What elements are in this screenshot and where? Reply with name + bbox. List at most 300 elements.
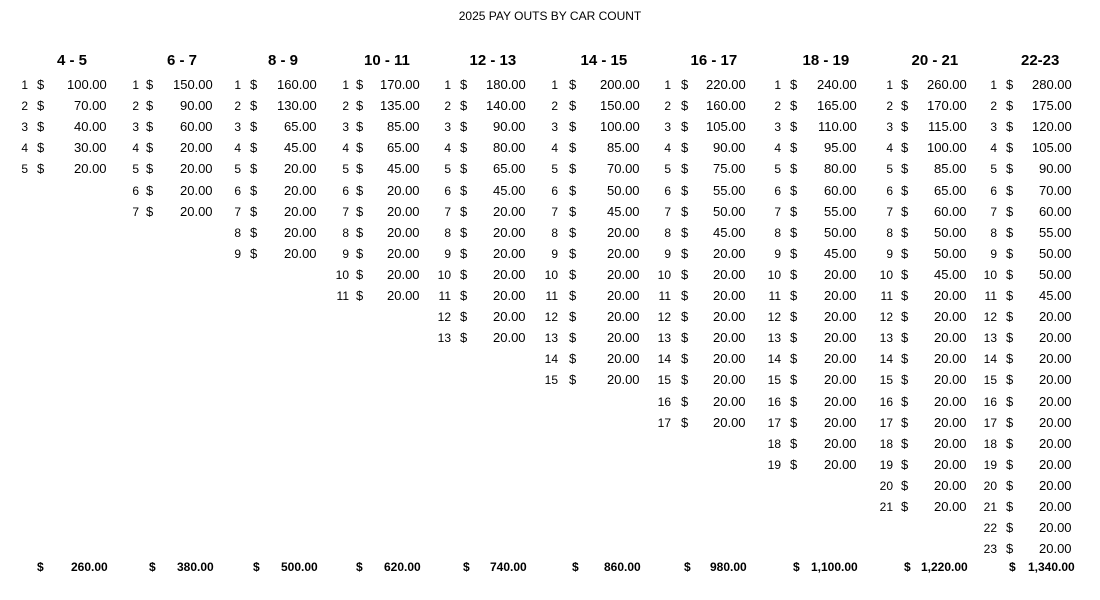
currency-symbol: $ xyxy=(901,499,909,514)
currency-symbol: $ xyxy=(569,266,577,282)
place-number: 15 xyxy=(983,373,997,388)
payout-amount: 175.00 xyxy=(1032,98,1072,114)
payout-amount: 100.00 xyxy=(927,140,967,156)
currency-symbol: $ xyxy=(790,119,798,135)
place-number: 11 xyxy=(658,289,671,303)
place-number: 9 xyxy=(886,246,893,261)
payout-amount: 20.00 xyxy=(1039,372,1072,388)
place-number: 7 xyxy=(444,204,451,219)
payout-amount: 65.00 xyxy=(284,119,317,135)
place-number: 8 xyxy=(551,225,558,240)
payout-amount: 20.00 xyxy=(1039,477,1072,493)
currency-symbol: $ xyxy=(901,330,909,346)
payout-amount: 45.00 xyxy=(713,224,746,240)
payout-amount: 130.00 xyxy=(277,98,317,114)
place-number: 4 xyxy=(21,141,28,156)
payout-amount: 20.00 xyxy=(493,224,526,240)
payout-amount: 20.00 xyxy=(493,266,526,282)
currency-symbol: $ xyxy=(901,414,909,430)
place-number: 3 xyxy=(990,120,997,135)
payout-amount: 170.00 xyxy=(380,77,420,92)
currency-symbol: $ xyxy=(460,161,468,177)
currency-symbol: $ xyxy=(790,351,798,367)
currency-symbol: $ xyxy=(460,203,468,219)
place-number: 3 xyxy=(886,120,893,135)
currency-symbol: $ xyxy=(681,309,689,325)
payout-amount: 20.00 xyxy=(713,245,746,261)
currency-symbol: $ xyxy=(681,140,689,156)
currency-symbol: $ xyxy=(356,77,364,92)
place-number: 4 xyxy=(990,141,997,156)
place-number: 5 xyxy=(132,162,139,177)
place-number: 8 xyxy=(774,225,781,240)
column-header: 22-23 xyxy=(1021,52,1060,69)
place-number: 18 xyxy=(983,436,997,451)
place-number: 3 xyxy=(234,120,241,135)
payout-amount: 45.00 xyxy=(493,182,526,198)
currency-symbol: $ xyxy=(681,414,689,430)
currency-symbol: $ xyxy=(460,330,468,346)
currency-symbol: $ xyxy=(569,224,577,240)
payout-amount: 45.00 xyxy=(1039,288,1072,303)
place-number: 5 xyxy=(886,162,893,177)
payout-amount: 30.00 xyxy=(74,140,107,156)
place-number: 3 xyxy=(342,120,349,135)
payout-amount: 20.00 xyxy=(607,309,640,325)
place-number: 11 xyxy=(438,289,451,303)
place-number: 2 xyxy=(886,99,893,114)
currency-symbol: $ xyxy=(904,560,911,574)
payout-amount: 20.00 xyxy=(713,309,746,325)
place-number: 11 xyxy=(768,289,781,303)
currency-symbol: $ xyxy=(1006,456,1014,472)
payout-amount: 70.00 xyxy=(74,98,107,114)
payout-amount: 20.00 xyxy=(824,393,857,409)
place-number: 9 xyxy=(444,246,451,261)
currency-symbol: $ xyxy=(460,98,468,114)
place-number: 13 xyxy=(767,331,781,346)
payout-amount: 20.00 xyxy=(824,414,857,430)
place-number: 21 xyxy=(983,500,997,514)
currency-symbol: $ xyxy=(1006,520,1014,536)
payout-amount: 90.00 xyxy=(180,98,213,114)
payout-amount: 20.00 xyxy=(387,245,420,261)
payout-amount: 85.00 xyxy=(934,161,967,177)
currency-symbol: $ xyxy=(356,560,363,574)
payout-amount: 160.00 xyxy=(277,77,317,92)
place-number: 1 xyxy=(444,78,451,92)
payout-amount: 20.00 xyxy=(180,182,213,198)
currency-symbol: $ xyxy=(146,203,154,219)
payout-amount: 50.00 xyxy=(824,224,857,240)
currency-symbol: $ xyxy=(356,266,364,282)
payout-amount: 90.00 xyxy=(493,119,526,135)
currency-symbol: $ xyxy=(681,372,689,388)
column-header: 14 - 15 xyxy=(580,52,628,69)
payout-amount: 20.00 xyxy=(824,266,857,282)
currency-symbol: $ xyxy=(681,161,689,177)
payout-amount: 20.00 xyxy=(493,245,526,261)
payout-amount: 20.00 xyxy=(1039,520,1072,536)
currency-symbol: $ xyxy=(901,351,909,367)
payout-amount: 20.00 xyxy=(934,456,967,472)
currency-symbol: $ xyxy=(460,182,468,198)
currency-symbol: $ xyxy=(356,203,364,219)
payout-amount: 20.00 xyxy=(824,288,857,303)
payout-amount: 20.00 xyxy=(493,288,526,303)
place-number: 9 xyxy=(234,246,241,261)
currency-symbol: $ xyxy=(790,330,798,346)
place-number: 16 xyxy=(767,394,781,409)
place-number: 17 xyxy=(767,415,781,430)
place-number: 10 xyxy=(879,267,893,282)
currency-symbol: $ xyxy=(901,203,909,219)
payout-amount: 20.00 xyxy=(1039,541,1072,557)
currency-symbol: $ xyxy=(790,414,798,430)
currency-symbol: $ xyxy=(1006,309,1014,325)
currency-symbol: $ xyxy=(901,119,909,135)
currency-symbol: $ xyxy=(1006,224,1014,240)
place-number: 4 xyxy=(342,141,349,156)
currency-symbol: $ xyxy=(356,98,364,114)
payout-amount: 160.00 xyxy=(706,98,746,114)
currency-symbol: $ xyxy=(1006,182,1014,198)
currency-symbol: $ xyxy=(1006,393,1014,409)
place-number: 16 xyxy=(983,394,997,409)
place-number: 2 xyxy=(234,99,241,114)
place-number: 8 xyxy=(342,225,349,240)
payout-amount: 55.00 xyxy=(824,203,857,219)
payout-amount: 20.00 xyxy=(713,266,746,282)
place-number: 1 xyxy=(774,78,781,92)
place-number: 5 xyxy=(234,162,241,177)
payout-amount: 50.00 xyxy=(934,224,967,240)
payout-amount: 70.00 xyxy=(1039,182,1072,198)
currency-symbol: $ xyxy=(901,309,909,325)
place-number: 14 xyxy=(767,352,781,367)
currency-symbol: $ xyxy=(1006,98,1014,114)
payout-amount: 20.00 xyxy=(607,266,640,282)
place-number: 5 xyxy=(342,162,349,177)
currency-symbol: $ xyxy=(901,161,909,177)
payout-amount: 60.00 xyxy=(180,119,213,135)
place-number: 9 xyxy=(551,246,558,261)
payout-amount: 60.00 xyxy=(1039,203,1072,219)
place-number: 7 xyxy=(886,204,893,219)
payout-amount: 20.00 xyxy=(934,477,967,493)
currency-symbol: $ xyxy=(681,77,689,92)
place-number: 18 xyxy=(879,436,893,451)
place-number: 7 xyxy=(551,204,558,219)
currency-symbol: $ xyxy=(1006,372,1014,388)
place-number: 2 xyxy=(444,99,451,114)
place-number: 4 xyxy=(234,141,241,156)
place-number: 6 xyxy=(551,183,558,198)
place-number: 3 xyxy=(132,120,139,135)
place-number: 5 xyxy=(21,162,28,177)
place-number: 13 xyxy=(437,331,451,346)
place-number: 12 xyxy=(544,310,558,325)
place-number: 1 xyxy=(990,78,997,92)
payout-amount: 20.00 xyxy=(1039,309,1072,325)
payout-amount: 20.00 xyxy=(824,309,857,325)
payout-amount: 45.00 xyxy=(607,203,640,219)
place-number: 19 xyxy=(983,457,997,472)
place-number: 11 xyxy=(545,289,558,303)
currency-symbol: $ xyxy=(37,98,45,114)
place-number: 6 xyxy=(234,183,241,198)
payout-amount: 20.00 xyxy=(387,266,420,282)
currency-symbol: $ xyxy=(146,182,154,198)
place-number: 7 xyxy=(664,204,671,219)
currency-symbol: $ xyxy=(1006,330,1014,346)
place-number: 4 xyxy=(444,141,451,156)
place-number: 9 xyxy=(990,246,997,261)
currency-symbol: $ xyxy=(790,266,798,282)
currency-symbol: $ xyxy=(250,182,258,198)
currency-symbol: $ xyxy=(1006,119,1014,135)
currency-symbol: $ xyxy=(790,456,798,472)
payout-amount: 20.00 xyxy=(284,203,317,219)
currency-symbol: $ xyxy=(1006,351,1014,367)
payout-amount: 150.00 xyxy=(173,77,213,92)
place-number: 6 xyxy=(886,183,893,198)
total-amount: 740.00 xyxy=(490,560,527,574)
payout-amount: 20.00 xyxy=(284,161,317,177)
place-number: 11 xyxy=(336,289,349,303)
payout-amount: 75.00 xyxy=(713,161,746,177)
currency-symbol: $ xyxy=(356,140,364,156)
payout-amount: 20.00 xyxy=(713,393,746,409)
payout-amount: 20.00 xyxy=(1039,435,1072,451)
place-number: 3 xyxy=(551,120,558,135)
currency-symbol: $ xyxy=(37,560,44,574)
place-number: 7 xyxy=(234,204,241,219)
currency-symbol: $ xyxy=(1006,541,1014,557)
currency-symbol: $ xyxy=(901,456,909,472)
currency-symbol: $ xyxy=(569,330,577,346)
payout-amount: 20.00 xyxy=(493,203,526,219)
currency-symbol: $ xyxy=(790,203,798,219)
currency-symbol: $ xyxy=(356,119,364,135)
place-number: 4 xyxy=(774,141,781,156)
place-number: 5 xyxy=(444,162,451,177)
total-amount: 500.00 xyxy=(281,560,318,574)
payout-amount: 45.00 xyxy=(824,245,857,261)
currency-symbol: $ xyxy=(901,182,909,198)
place-number: 6 xyxy=(774,183,781,198)
currency-symbol: $ xyxy=(37,140,45,156)
currency-symbol: $ xyxy=(790,140,798,156)
place-number: 7 xyxy=(342,204,349,219)
payout-amount: 20.00 xyxy=(824,330,857,346)
payout-amount: 80.00 xyxy=(824,161,857,177)
payout-amount: 170.00 xyxy=(927,98,967,114)
currency-symbol: $ xyxy=(572,560,579,574)
payout-amount: 20.00 xyxy=(387,288,420,303)
place-number: 7 xyxy=(774,204,781,219)
column-header: 20 - 21 xyxy=(911,52,959,69)
currency-symbol: $ xyxy=(569,245,577,261)
currency-symbol: $ xyxy=(901,224,909,240)
payout-amount: 20.00 xyxy=(387,203,420,219)
total-amount: 1,220.00 xyxy=(921,560,968,574)
place-number: 15 xyxy=(657,373,671,388)
currency-symbol: $ xyxy=(1006,266,1014,282)
payout-amount: 260.00 xyxy=(927,77,967,92)
place-number: 14 xyxy=(657,352,671,367)
currency-symbol: $ xyxy=(37,77,45,92)
payout-amount: 20.00 xyxy=(607,351,640,367)
place-number: 5 xyxy=(551,162,558,177)
payout-amount: 80.00 xyxy=(493,140,526,156)
place-number: 1 xyxy=(132,78,139,92)
place-number: 9 xyxy=(774,246,781,261)
currency-symbol: $ xyxy=(681,119,689,135)
place-number: 2 xyxy=(132,99,139,114)
place-number: 20 xyxy=(983,478,997,493)
place-number: 2 xyxy=(774,99,781,114)
currency-symbol: $ xyxy=(1006,288,1014,303)
currency-symbol: $ xyxy=(1006,245,1014,261)
place-number: 12 xyxy=(983,310,997,325)
place-number: 6 xyxy=(132,183,139,198)
currency-symbol: $ xyxy=(1006,203,1014,219)
total-amount: 1,100.00 xyxy=(811,560,858,574)
payout-amount: 20.00 xyxy=(824,351,857,367)
currency-symbol: $ xyxy=(681,182,689,198)
payout-amount: 200.00 xyxy=(600,77,640,92)
place-number: 16 xyxy=(879,394,893,409)
payout-amount: 20.00 xyxy=(607,224,640,240)
currency-symbol: $ xyxy=(901,435,909,451)
payout-amount: 20.00 xyxy=(824,372,857,388)
currency-symbol: $ xyxy=(460,266,468,282)
currency-symbol: $ xyxy=(250,98,258,114)
currency-symbol: $ xyxy=(901,140,909,156)
place-number: 17 xyxy=(879,415,893,430)
currency-symbol: $ xyxy=(569,372,577,388)
payout-amount: 20.00 xyxy=(713,288,746,303)
place-number: 12 xyxy=(657,310,671,325)
currency-symbol: $ xyxy=(681,245,689,261)
payout-amount: 70.00 xyxy=(607,161,640,177)
currency-symbol: $ xyxy=(681,288,689,303)
payout-amount: 20.00 xyxy=(180,140,213,156)
currency-symbol: $ xyxy=(569,288,577,303)
payout-amount: 90.00 xyxy=(713,140,746,156)
currency-symbol: $ xyxy=(250,245,258,261)
place-number: 5 xyxy=(664,162,671,177)
payout-amount: 20.00 xyxy=(934,435,967,451)
place-number: 19 xyxy=(879,457,893,472)
payout-amount: 20.00 xyxy=(493,309,526,325)
payout-amount: 110.00 xyxy=(818,119,857,135)
currency-symbol: $ xyxy=(1006,414,1014,430)
payout-amount: 65.00 xyxy=(493,161,526,177)
place-number: 15 xyxy=(879,373,893,388)
place-number: 9 xyxy=(342,246,349,261)
page-title: 2025 PAY OUTS BY CAR COUNT xyxy=(458,9,642,23)
currency-symbol: $ xyxy=(790,224,798,240)
currency-symbol: $ xyxy=(901,477,909,493)
payout-amount: 20.00 xyxy=(713,372,746,388)
place-number: 14 xyxy=(544,352,558,367)
payout-amount: 20.00 xyxy=(934,288,967,303)
place-number: 15 xyxy=(767,373,781,388)
payout-amount: 20.00 xyxy=(607,245,640,261)
currency-symbol: $ xyxy=(146,77,154,92)
currency-symbol: $ xyxy=(790,372,798,388)
column-header: 6 - 7 xyxy=(167,52,198,69)
payout-amount: 95.00 xyxy=(824,140,857,156)
payout-amount: 20.00 xyxy=(607,330,640,346)
payout-amount: 20.00 xyxy=(387,182,420,198)
currency-symbol: $ xyxy=(356,224,364,240)
currency-symbol: $ xyxy=(901,266,909,282)
payout-amount: 20.00 xyxy=(934,309,967,325)
currency-symbol: $ xyxy=(1006,477,1014,493)
place-number: 1 xyxy=(234,78,241,92)
currency-symbol: $ xyxy=(460,140,468,156)
currency-symbol: $ xyxy=(681,351,689,367)
payout-amount: 60.00 xyxy=(934,203,967,219)
currency-symbol: $ xyxy=(149,560,156,574)
currency-symbol: $ xyxy=(460,119,468,135)
currency-symbol: $ xyxy=(790,182,798,198)
payout-amount: 50.00 xyxy=(1039,245,1072,261)
total-amount: 260.00 xyxy=(71,560,108,574)
payout-amount: 20.00 xyxy=(824,435,857,451)
currency-symbol: $ xyxy=(146,98,154,114)
currency-symbol: $ xyxy=(1006,499,1014,514)
payout-amount: 20.00 xyxy=(1039,330,1072,346)
place-number: 2 xyxy=(990,99,997,114)
place-number: 17 xyxy=(657,415,671,430)
place-number: 11 xyxy=(984,289,997,303)
currency-symbol: $ xyxy=(253,560,260,574)
currency-symbol: $ xyxy=(681,393,689,409)
currency-symbol: $ xyxy=(569,98,577,114)
total-amount: 860.00 xyxy=(604,560,641,574)
payout-amount: 45.00 xyxy=(934,266,967,282)
payout-amount: 105.00 xyxy=(1032,140,1072,156)
place-number: 13 xyxy=(983,331,997,346)
currency-symbol: $ xyxy=(681,224,689,240)
currency-symbol: $ xyxy=(250,224,258,240)
currency-symbol: $ xyxy=(569,351,577,367)
place-number: 4 xyxy=(551,141,558,156)
payout-amount: 150.00 xyxy=(600,98,640,114)
payout-amount: 20.00 xyxy=(284,224,317,240)
place-number: 1 xyxy=(664,78,671,92)
payout-amount: 20.00 xyxy=(387,224,420,240)
payout-amount: 20.00 xyxy=(1039,456,1072,472)
payout-amount: 65.00 xyxy=(387,140,420,156)
payout-amount: 20.00 xyxy=(713,351,746,367)
currency-symbol: $ xyxy=(790,435,798,451)
currency-symbol: $ xyxy=(901,393,909,409)
payout-amount: 50.00 xyxy=(713,203,746,219)
place-number: 10 xyxy=(335,267,349,282)
column-header: 10 - 11 xyxy=(364,52,410,69)
currency-symbol: $ xyxy=(790,245,798,261)
place-number: 12 xyxy=(767,310,781,325)
place-number: 10 xyxy=(437,267,451,282)
place-number: 20 xyxy=(879,478,893,493)
place-number: 2 xyxy=(551,99,558,114)
payout-amount: 20.00 xyxy=(934,414,967,430)
